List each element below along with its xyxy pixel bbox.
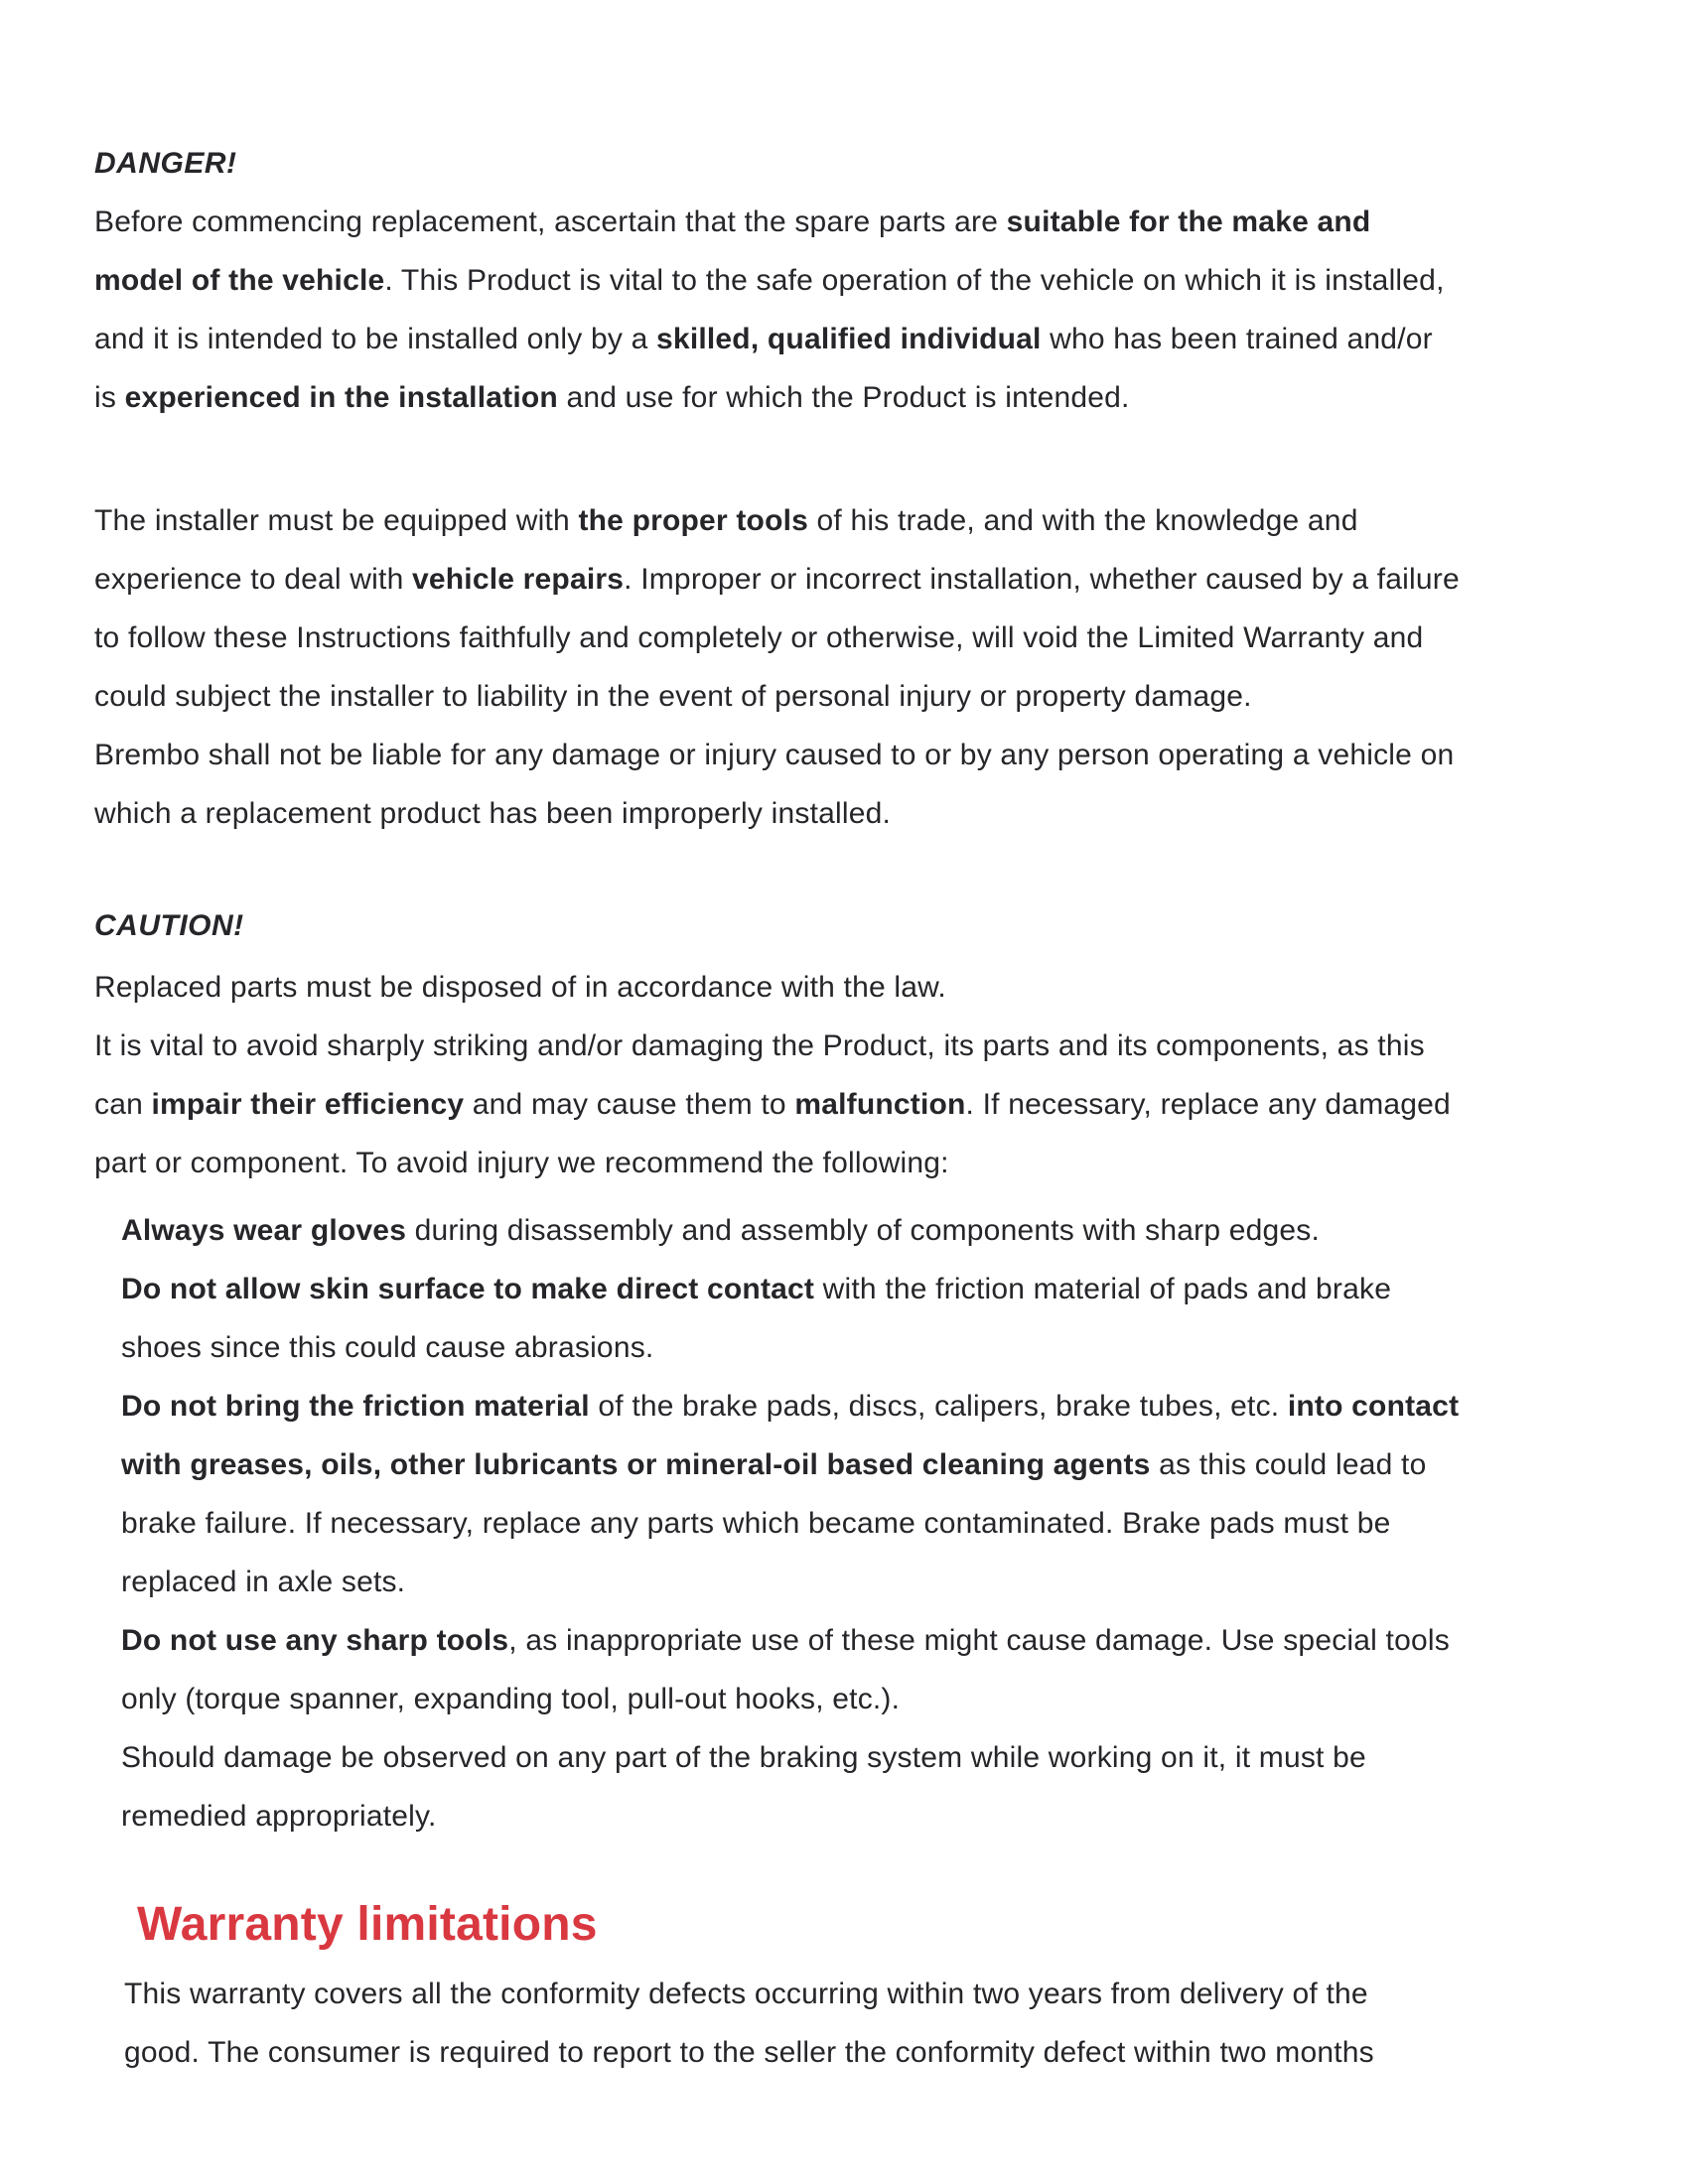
text-segment: and may cause them to (464, 1088, 795, 1121)
bold-text-segment: model of the vehicle (94, 264, 385, 297)
text-segment: This warranty covers all the conformity defects occurring within two years from delivery of the (124, 1978, 1368, 2010)
text-line (94, 491, 1628, 550)
text-line (94, 1017, 1628, 1075)
text-segment: It is vital to avoid sharply striking and/or damaging the Product, its parts and its components, as this (94, 1029, 1425, 1062)
text-line (121, 1201, 1628, 1260)
text-segment: with the friction material of pads and brake (814, 1273, 1392, 1305)
bold-text-segment: suitable for the make and (1006, 205, 1371, 238)
text-segment: good. The consumer is required to report to the seller the conformity defect within two months (124, 2036, 1374, 2069)
bold-text-segment: impair their efficiency (151, 1088, 465, 1121)
bold-text-segment: Do not allow skin surface to make direct contact (121, 1273, 815, 1305)
text-line (94, 667, 1628, 726)
text-segment: during disassembly and assembly of components with sharp edges. (406, 1214, 1321, 1247)
text-segment: experience to deal with (94, 563, 412, 596)
bold-text-segment: the proper tools (578, 504, 809, 537)
text-line (121, 1318, 1628, 1377)
text-line (94, 958, 1628, 1017)
text-segment: . Improper or incorrect installation, whether caused by a failure (624, 563, 1460, 596)
text-segment: and use for which the Product is intended. (557, 381, 1130, 414)
bold-text-segment: with greases, oils, other lubricants or mineral-oil based cleaning agents (121, 1448, 1151, 1481)
text-segment: , as inappropriate use of these might cause damage. Use special tools (508, 1624, 1450, 1657)
text-segment: Replaced parts must be disposed of in accordance with the law. (94, 971, 946, 1004)
text-segment: could subject the installer to liability in the event of personal injury or property damage. (94, 680, 1252, 713)
text-segment: Should damage be observed on any part of the braking system while working on it, it must be (121, 1741, 1366, 1774)
text-segment: . This Product is vital to the safe operation of the vehicle on which it is installed, (384, 264, 1445, 297)
text-segment: to follow these Instructions faithfully and completely or otherwise, will void the Limited Warranty and (94, 621, 1424, 654)
text-line (94, 1134, 1628, 1192)
warranty-heading: Warranty limitations (137, 1898, 598, 1951)
bold-text-segment: malfunction (794, 1088, 966, 1121)
text-line (124, 1965, 1628, 2023)
text-segment: of the brake pads, discs, calipers, brake tubes, etc. (589, 1390, 1288, 1423)
bold-text-segment: vehicle repairs (412, 563, 625, 596)
text-line (94, 550, 1628, 609)
text-line (121, 1553, 1628, 1611)
bold-text-segment: experienced in the installation (124, 381, 558, 414)
text-segment: is (94, 381, 125, 414)
text-segment: Brembo shall not be liable for any damage or injury caused to or by any person operating a vehicle on (94, 739, 1455, 771)
text-segment: part or component. To avoid injury we recommend the following: (94, 1147, 949, 1179)
text-segment: which a replacement product has been improperly installed. (94, 797, 892, 830)
text-segment: shoes since this could cause abrasions. (121, 1331, 654, 1364)
text-line (94, 726, 1628, 784)
text-line (94, 251, 1628, 310)
text-segment: only (torque spanner, expanding tool, pull-out hooks, etc.). (121, 1683, 901, 1715)
precautions-list (121, 1201, 1628, 1845)
text-line (124, 2023, 1628, 2082)
text-line (121, 1494, 1628, 1553)
text-line (94, 609, 1628, 667)
text-line (94, 193, 1628, 251)
text-line (121, 1377, 1628, 1435)
text-line (94, 310, 1628, 368)
text-line (121, 1728, 1628, 1787)
bold-text-segment: Do not use any sharp tools (121, 1624, 509, 1657)
text-line (121, 1670, 1628, 1728)
text-segment: Before commencing replacement, ascertain that the spare parts are (94, 205, 1007, 238)
caution-paragraph (94, 958, 1628, 1192)
danger-heading: DANGER! (94, 147, 237, 180)
warranty-paragraph (124, 1965, 1628, 2082)
bold-text-segment: into contact (1287, 1390, 1460, 1423)
text-line (94, 784, 1628, 843)
text-segment: and it is intended to be installed only by a (94, 323, 657, 355)
text-line (121, 1435, 1628, 1494)
text-segment: replaced in axle sets. (121, 1566, 406, 1598)
bold-text-segment: Do not bring the friction material (121, 1390, 590, 1423)
text-line (94, 1075, 1628, 1134)
text-segment: of his trade, and with the knowledge and (808, 504, 1358, 537)
bold-text-segment: Always wear gloves (121, 1214, 407, 1247)
text-segment: who has been trained and/or (1041, 323, 1433, 355)
text-segment: remedied appropriately. (121, 1800, 437, 1833)
danger-paragraph (94, 193, 1628, 427)
document-content (94, 134, 1628, 2082)
text-segment: as this could lead to (1150, 1448, 1427, 1481)
text-line (121, 1611, 1628, 1670)
installer-paragraph (94, 491, 1628, 843)
text-line (94, 368, 1628, 427)
text-segment: The installer must be equipped with (94, 504, 579, 537)
caution-heading: CAUTION! (94, 909, 244, 942)
text-segment: can (94, 1088, 152, 1121)
text-segment: brake failure. If necessary, replace any parts which became contaminated. Brake pads must be (121, 1507, 1391, 1540)
text-line (121, 1260, 1628, 1318)
text-line (121, 1787, 1628, 1845)
bold-text-segment: skilled, qualified individual (656, 323, 1042, 355)
text-segment: . If necessary, replace any damaged (965, 1088, 1451, 1121)
